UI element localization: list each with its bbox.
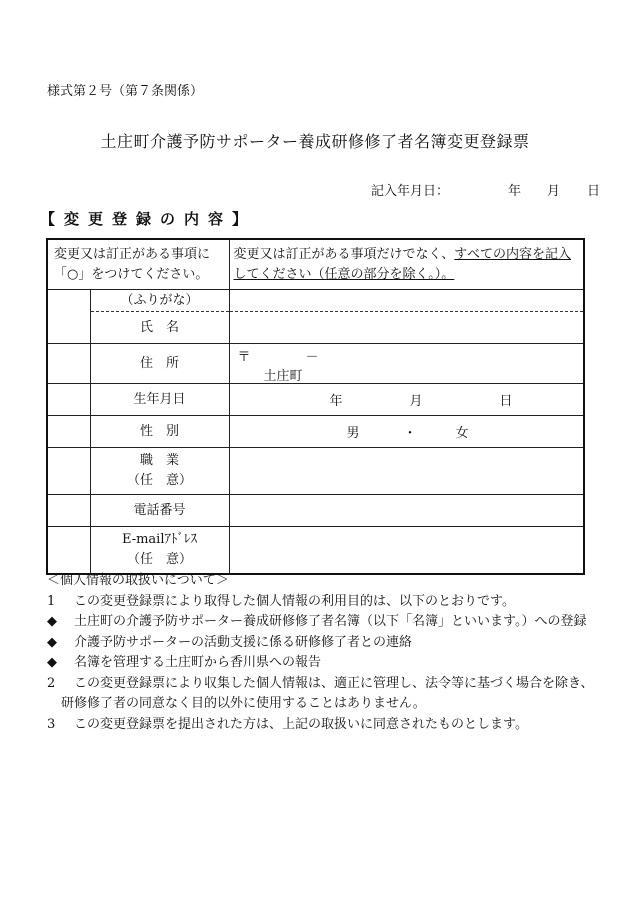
name-label: 氏 名 <box>90 312 229 344</box>
date-month-label: 月 <box>547 184 561 199</box>
table-row <box>47 290 584 312</box>
document-title: 土庄町介護予防サポーター養成研修修了者名簿変更登録票 <box>100 132 530 151</box>
sex-separator: ・ <box>403 426 417 441</box>
privacy-item <box>47 674 593 695</box>
address-town: 土庄町 <box>263 369 303 384</box>
postal-dash: － <box>305 350 319 365</box>
furigana-label: （ふりがな） <box>90 290 229 312</box>
privacy-item-text: 名簿を管理する土庄町から香川県への報告 <box>74 655 322 670</box>
privacy-item-mark: ◆ <box>47 634 57 650</box>
privacy-item-text: 研修修了者の同意なく目的以外に使用することはありません。 <box>61 696 426 711</box>
date-year-label: 年 <box>508 184 522 199</box>
mark-cell-email[interactable] <box>47 527 90 575</box>
birthdate-field[interactable] <box>229 384 584 416</box>
occupation-field[interactable] <box>229 448 584 495</box>
occupation-label: 職 業 <box>140 453 180 468</box>
privacy-item-mark: 2 <box>47 675 56 691</box>
sex-field[interactable] <box>229 416 584 448</box>
date-day-label: 日 <box>587 184 601 199</box>
sex-label: 性 別 <box>90 416 229 448</box>
address-label: 住 所 <box>90 344 229 384</box>
privacy-heading: ＜個人情報の取扱いについて＞ <box>47 573 229 588</box>
email-label-cell <box>90 527 229 575</box>
sex-male-option[interactable]: 男 <box>346 426 360 441</box>
privacy-item <box>47 633 593 654</box>
birth-year-label: 年 <box>329 394 343 409</box>
privacy-item <box>47 592 593 613</box>
phone-field[interactable] <box>229 495 584 527</box>
privacy-item-continuation <box>47 694 593 715</box>
email-optional-note: （任 意） <box>127 552 193 567</box>
privacy-item-text: 土庄町の介護予防サポーター養成研修修了者名簿（以下「名簿」といいます。）への登録 <box>74 614 587 629</box>
privacy-item-mark: ◆ <box>47 655 57 670</box>
mark-cell-birthdate[interactable] <box>47 384 90 416</box>
mark-cell-phone[interactable] <box>47 495 90 527</box>
address-field[interactable] <box>229 344 584 384</box>
mark-cell-address[interactable] <box>47 344 90 384</box>
name-field[interactable] <box>229 312 584 344</box>
header-right-plain: 変更又は訂正がある事項だけでなく、 <box>233 246 455 262</box>
phone-label: 電話番号 <box>90 495 229 527</box>
table-row <box>47 416 584 448</box>
privacy-item-text: この変更登録票を提出された方は、上記の取扱いに同意されたものとします。 <box>74 716 528 732</box>
mark-cell-name[interactable] <box>47 290 90 344</box>
date-label: 記入年月日： <box>371 184 450 199</box>
table-row <box>47 384 584 416</box>
table-row <box>47 344 584 384</box>
privacy-item-mark: 3 <box>47 716 56 732</box>
birth-month-label: 月 <box>409 394 423 409</box>
sex-female-option[interactable]: 女 <box>455 426 469 441</box>
privacy-item-mark: 1 <box>47 593 56 609</box>
mark-cell-occupation[interactable] <box>47 448 90 495</box>
email-field[interactable] <box>229 527 584 575</box>
header-instruction-left <box>47 239 229 290</box>
furigana-field[interactable] <box>229 290 584 312</box>
privacy-item <box>47 612 593 633</box>
table-row <box>47 312 584 344</box>
table-row <box>47 495 584 527</box>
privacy-item-text: この変更登録票により収集した個人情報は、適正に管理し、法令等に基づく場合を除き、 <box>74 675 594 691</box>
birthdate-label: 生年月日 <box>90 384 229 416</box>
change-registration-table <box>46 238 585 575</box>
header-instruction-right <box>229 239 584 290</box>
postal-mark: 〒 <box>237 350 251 365</box>
table-header-row <box>47 239 584 290</box>
privacy-item-text: 介護予防サポーターの活動支援に係る研修修了者との連絡 <box>74 634 413 650</box>
header-left-line1: 変更又は訂正がある事項に <box>54 246 211 262</box>
occupation-optional-note: （任 意） <box>127 473 193 488</box>
section-title: 【変更登録の内容】 <box>40 210 257 228</box>
privacy-item-mark: ◆ <box>47 614 57 629</box>
email-label: E-mailｱﾄﾞﾚｽ <box>121 532 198 547</box>
header-right-underlined-2: してください（任意の部分を除く。）。 <box>233 266 455 282</box>
table-row <box>47 448 584 495</box>
header-left-line2: 「○」をつけてください。 <box>54 266 209 282</box>
privacy-item <box>47 653 593 674</box>
privacy-item-text: この変更登録票により取得した個人情報の利用目的は、以下のとおりです。 <box>74 593 515 609</box>
form-number: 様式第２号（第７条関係） <box>47 84 204 99</box>
occupation-label-cell <box>90 448 229 495</box>
header-right-underlined-1: すべての内容を記入 <box>454 246 572 262</box>
table-row <box>47 527 584 575</box>
privacy-item <box>47 715 593 736</box>
mark-cell-sex[interactable] <box>47 416 90 448</box>
birth-day-label: 日 <box>499 394 513 409</box>
privacy-notice <box>47 571 593 735</box>
